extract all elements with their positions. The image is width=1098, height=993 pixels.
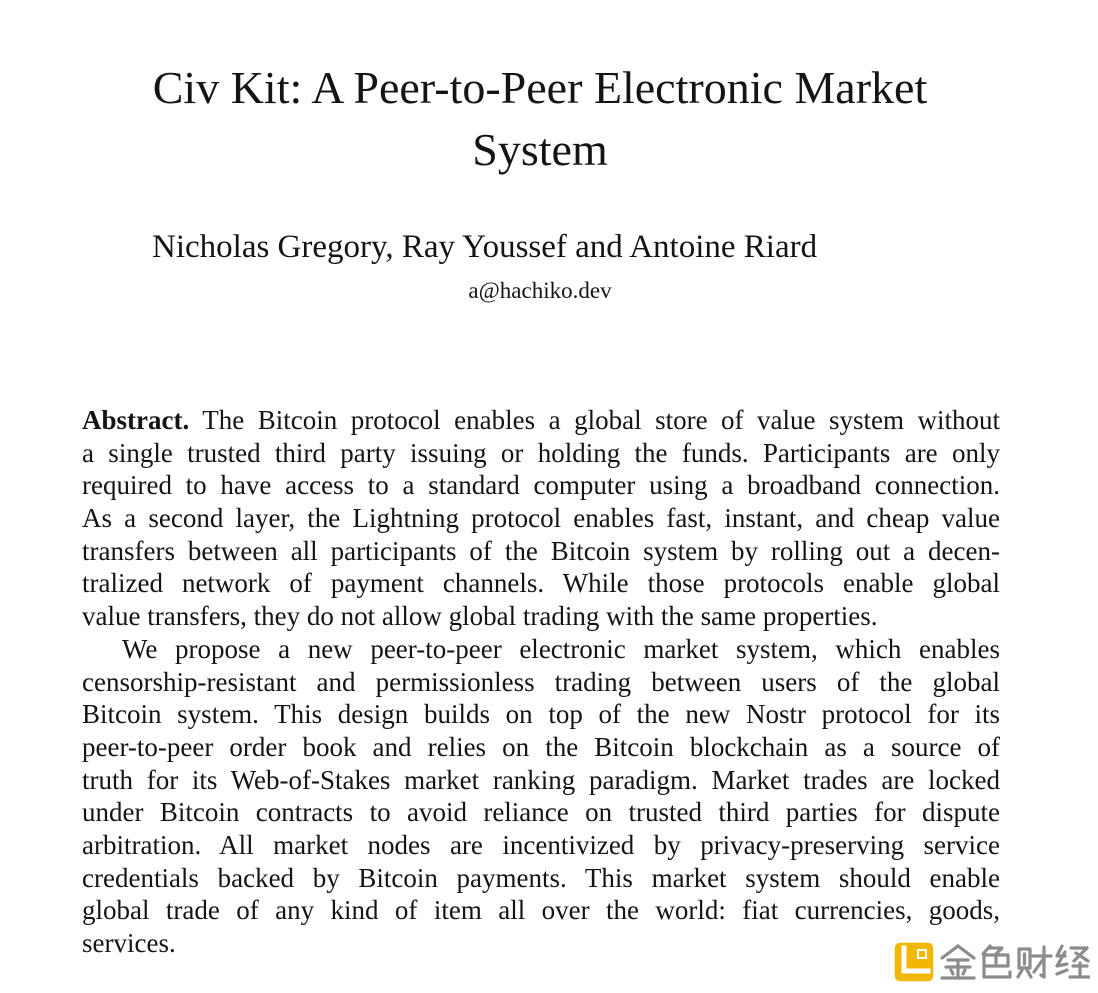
abstract-line (82, 404, 1000, 437)
abstract-line: services. (82, 928, 176, 958)
abstract-line: Bitcoin system. This design builds on top of the new Nostr protocol for its (82, 699, 1000, 730)
jinse-logo-icon (893, 941, 935, 983)
abstract-line: required to have access to a standard computer using a broadband connection. (82, 470, 1000, 501)
abstract (82, 404, 1000, 960)
watermark-text-glyphs (940, 942, 1090, 982)
abstract-line-text: The Bitcoin protocol enables a global store of value system without (202, 405, 1000, 435)
title-line: Civ Kit: A Peer-to-Peer Electronic Market (152, 62, 928, 113)
abstract-line: under Bitcoin contracts to avoid reliance on trusted third parties for dispute (82, 797, 1000, 828)
abstract-line: truth for its Web-of-Stakes market ranking paradigm. Market trades are locked (82, 764, 1000, 795)
abstract-label: Abstract. (82, 405, 190, 435)
paper-title (40, 57, 1040, 181)
abstract-line: credentials backed by Bitcoin payments. This market system should enable (82, 862, 1000, 893)
abstract-line: value transfers, they do not allow global trading with the same properties. (82, 601, 878, 632)
title-line: System (472, 124, 608, 175)
abstract-line: tralized network of payment channels. While those protocols enable global (82, 568, 1000, 599)
abstract-line: a single trusted third party issuing or holding the funds. Participants are only (82, 437, 1000, 468)
author-list: Nicholas Gregory, Ray Youssef and Antoine Riard (152, 229, 818, 265)
abstract-line: global trade of any kind of item all over the world: fiat currencies, goods, (82, 895, 1000, 926)
abstract-line: peer-to-peer order book and relies on the Bitcoin blockchain as a source of (82, 731, 1000, 762)
abstract-line: transfers between all participants of the Bitcoin system by rolling out a decen- (82, 535, 1000, 566)
abstract-line: arbitration. All market nodes are incentivized by privacy-preserving service (82, 829, 1000, 860)
author-email: a@hachiko.dev (468, 278, 612, 303)
abstract-line: We propose a new peer-to-peer electronic market system, which enables (122, 633, 1000, 664)
abstract-line: As a second layer, the Lightning protocol enables fast, instant, and cheap value (82, 503, 1000, 534)
abstract-line: censorship-resistant and permissionless trading between users of the global (82, 666, 1000, 697)
